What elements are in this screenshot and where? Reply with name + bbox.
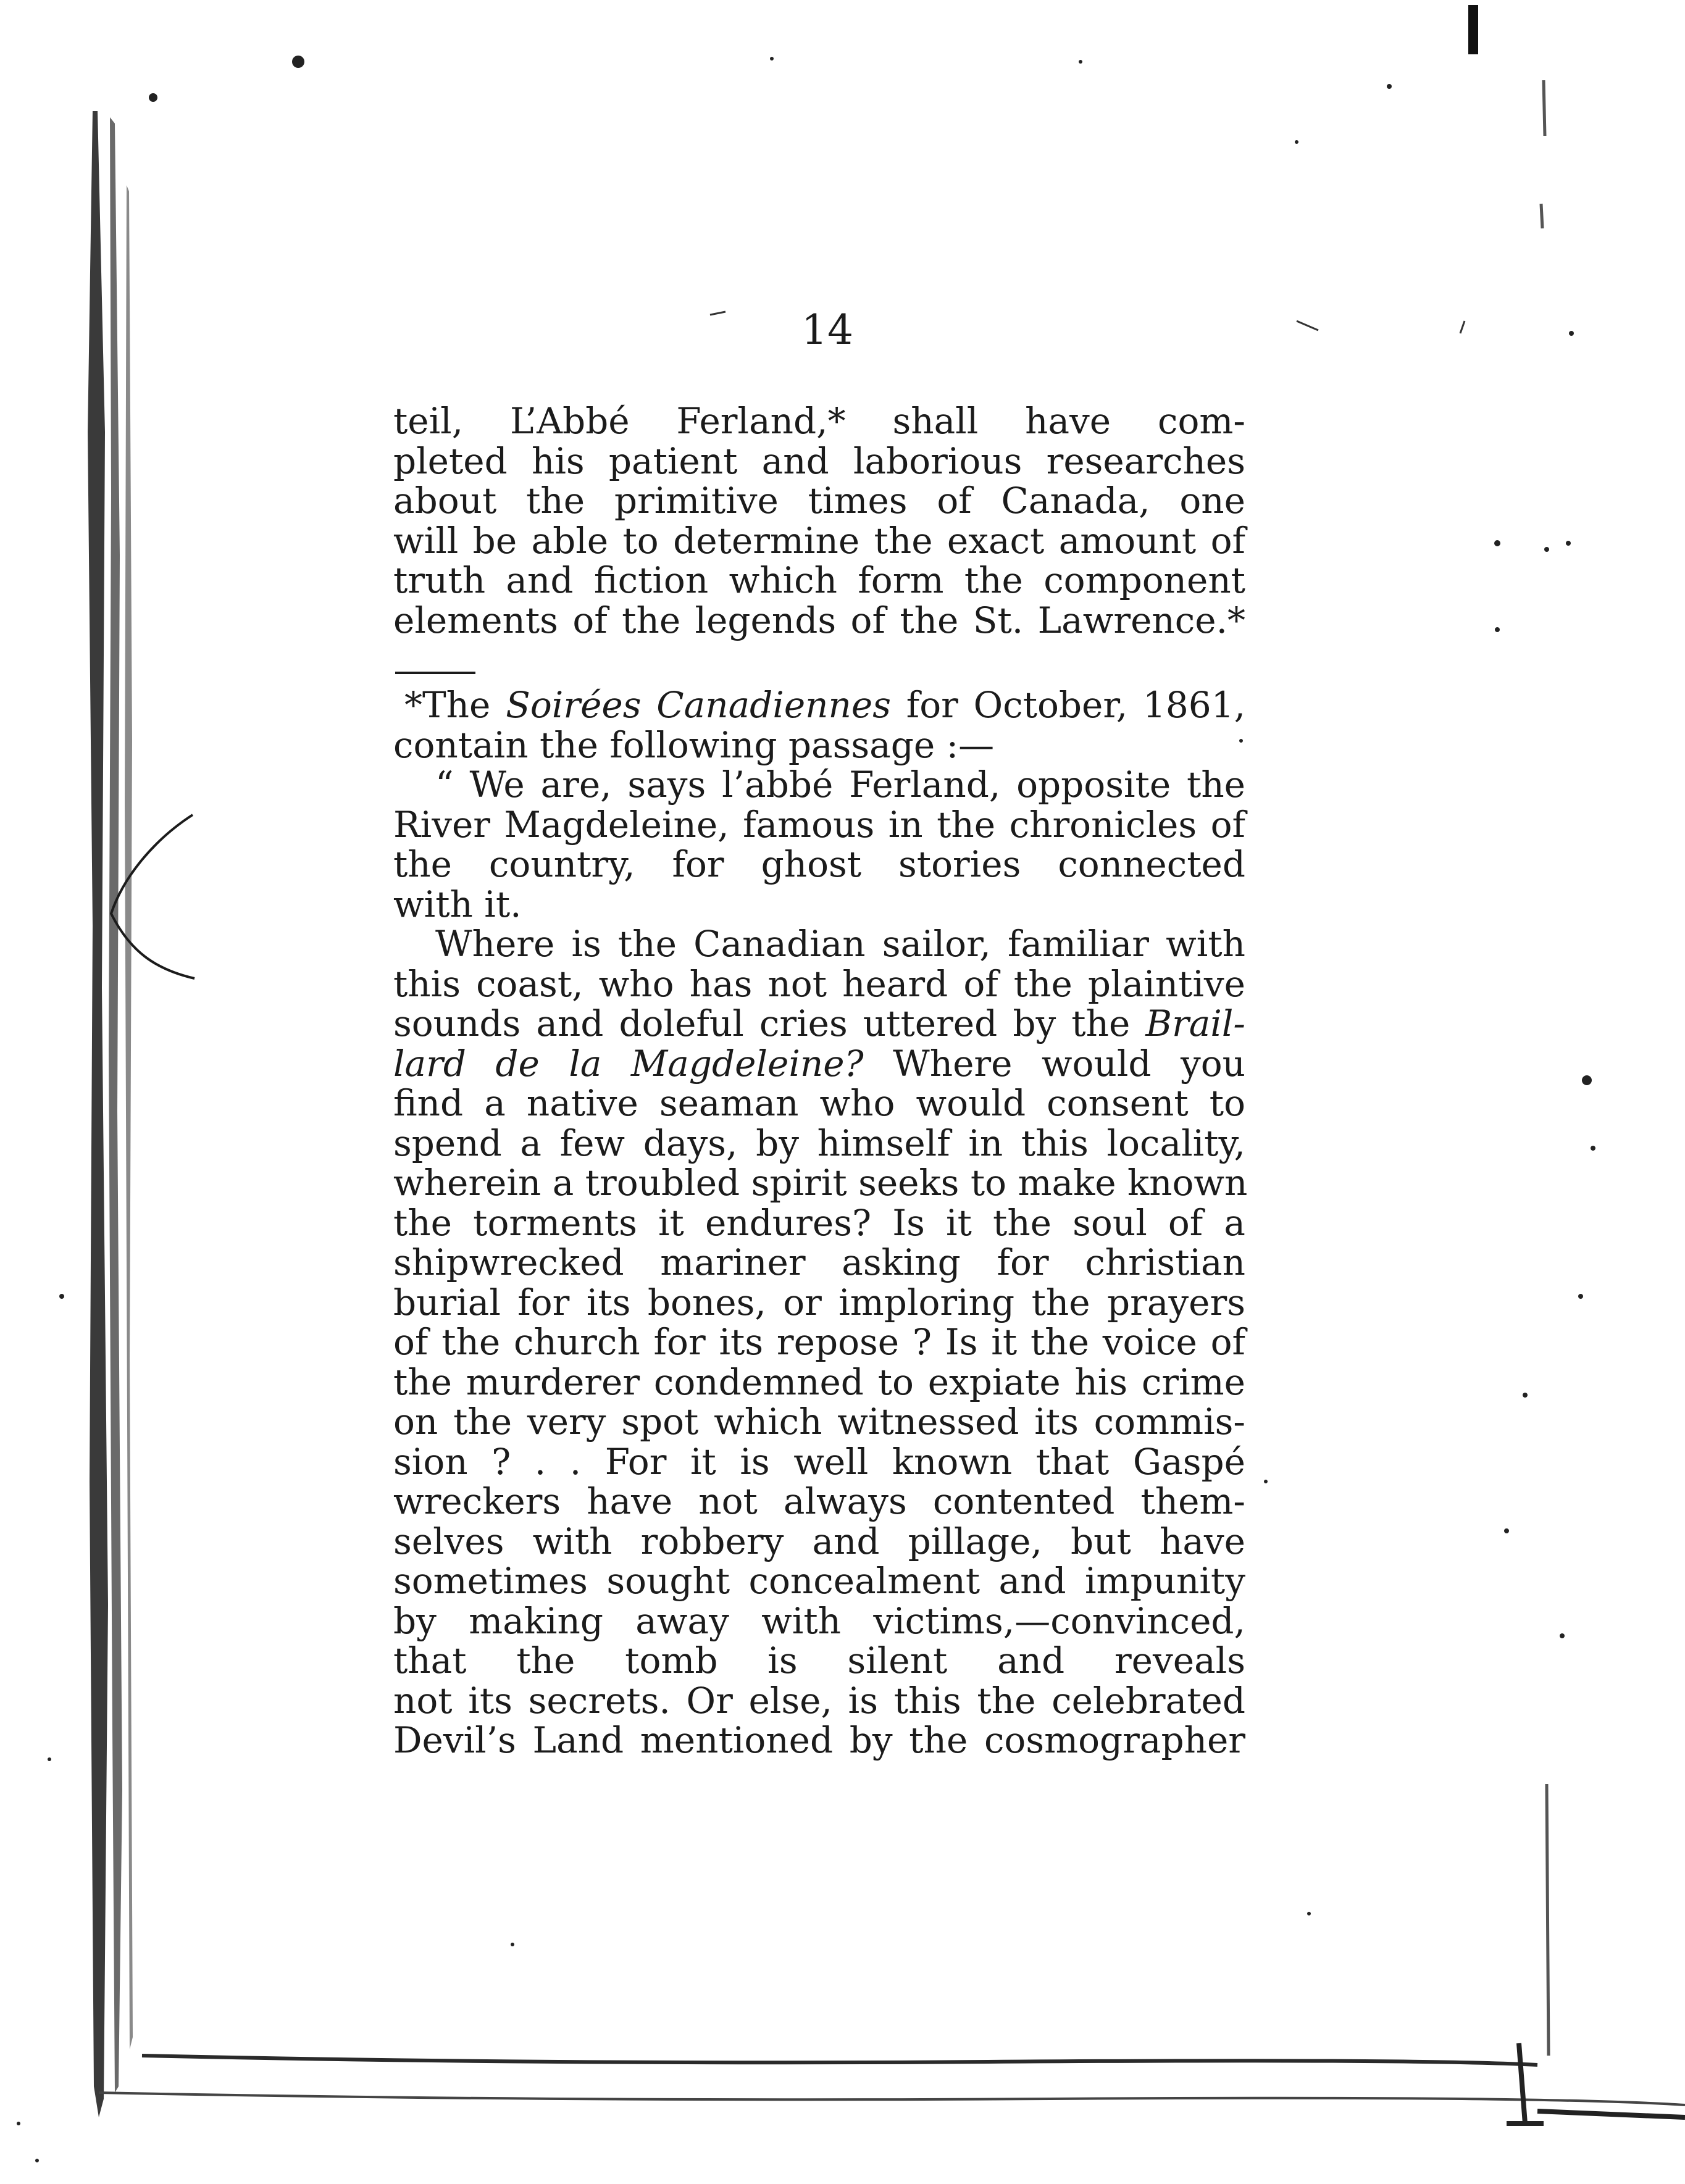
footnote-line: contain the following passage :— [393,723,995,766]
left-edge-shadow [88,111,108,2117]
footnote-line: shipwrecked mariner asking for christian [393,1241,1245,1283]
text-line: teil, L’Abbé Ferland,* shall have com- [393,400,1245,442]
bottom-border-line-2 [99,2093,1685,2105]
text-line: truth and fiction which form the component [393,559,1245,601]
text-line: about the primitive times of Canada, one [393,480,1245,522]
bottom-right-corner-mark [1507,2043,1685,2124]
footnote-line: wreckers have not always contented them- [393,1480,1245,1522]
footnote-line: lard de la Magdeleine? Where would you [393,1042,1245,1085]
footnote-divider [395,672,475,674]
footnote-line: the murderer condemned to expiate his crime [393,1361,1245,1403]
footnote-line: “ We are, says l’abbé Ferland, opposite the [435,764,1245,806]
text-line: pleted his patient and laborious researches [393,440,1245,482]
right-edge-line [1541,80,1549,2056]
footnote-line: spend a few days, by himself in this locality, [393,1122,1245,1164]
footnote-line: this coast, who has not heard of the plaintive [393,962,1245,1005]
left-edge-shadow-3 [125,185,133,2049]
bottom-border-line [142,2056,1537,2065]
footnote-line: sometimes sought concealment and impunity [393,1560,1245,1602]
footnote [393,684,1248,1761]
footnote-line: with it. [393,883,522,925]
footnote-line: not its secrets. Or else, is this the celebrated [393,1679,1245,1722]
footnote-line: *The Soirées Canadiennes for October, 1861, [404,684,1245,726]
footnote-line: selves with robbery and pillage, but have [393,1520,1245,1562]
footnote-line: of the church for its repose ? Is it the voice of [393,1321,1245,1363]
text-line: elements of the legends of the St. Lawrence.* [393,599,1245,641]
margin-curve-mark [111,815,194,978]
top-right-mark [1468,5,1478,54]
footnote-line: that the tomb is silent and reveals [393,1640,1245,1682]
page-number: 14 [801,306,853,354]
left-edge-shadow-2 [109,117,122,2093]
footnote-line: sion ? . . For it is well known that Gaspé [393,1440,1245,1483]
footnote-line: burial for its bones, or imploring the prayers [393,1281,1245,1323]
footnote-line: the torments it endures? Is it the soul of a [393,1201,1245,1244]
footnote-line: sounds and doleful cries uttered by the Brail- [393,1002,1245,1044]
footnote-line: wherein a troubled spirit seeks to make known [393,1162,1248,1204]
footnote-line: on the very spot which witnessed its commis- [393,1401,1245,1443]
footnote-line: find a native seaman who would consent to [393,1082,1245,1124]
footnote-line: River Magdeleine, famous in the chronicles of [393,803,1245,846]
footnote-line: the country, for ghost stories connected [393,843,1245,885]
footnote-line: by making away with victims,—convinced, [393,1599,1245,1642]
footnote-line: Where is the Canadian sailor, familiar with [435,923,1245,965]
main-paragraph [393,401,1245,640]
footnote-line: Devil’s Land mentioned by the cosmographer [393,1719,1245,1761]
text-line: will be able to determine the exact amount of [393,519,1245,562]
